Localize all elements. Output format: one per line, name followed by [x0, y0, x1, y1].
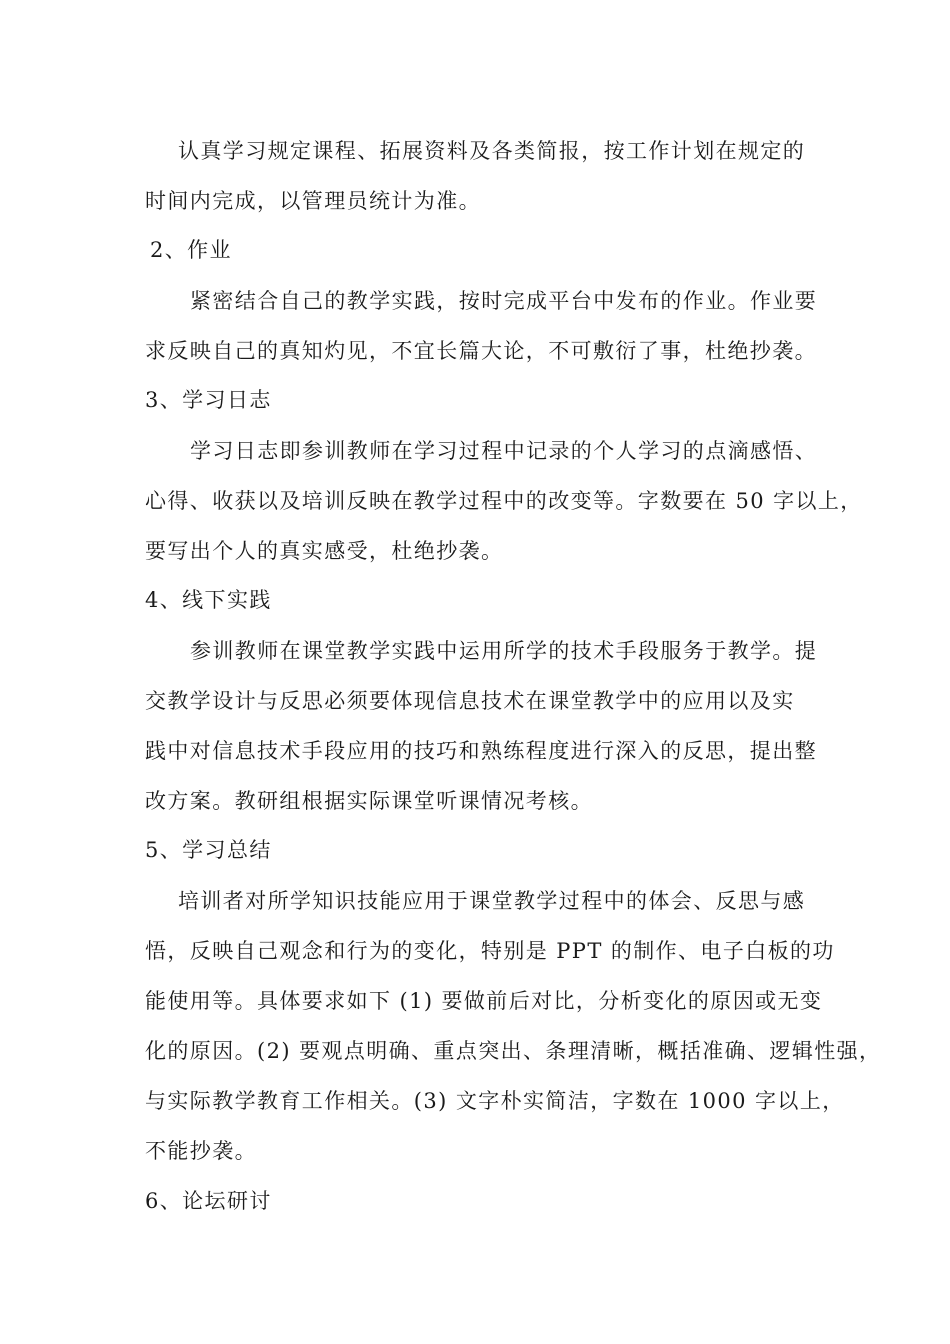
section-heading-homework: 2、作业	[150, 238, 232, 262]
paragraph-line: 培训者对所学知识技能应用于课堂教学过程中的体会、反思与感	[178, 889, 806, 913]
paragraph-line: 紧密结合自己的教学实践，按时完成平台中发布的作业。作业要	[190, 289, 818, 313]
paragraph-line: 能使用等。具体要求如下 (1) 要做前后对比，分析变化的原因或无变	[145, 989, 823, 1013]
paragraph-line: 时间内完成，以管理员统计为准。	[145, 189, 481, 213]
paragraph-line: 交教学设计与反思必须要体现信息技术在课堂教学中的应用以及实	[145, 689, 795, 713]
paragraph-line: 认真学习规定课程、拓展资料及各类简报，按工作计划在规定的	[178, 139, 806, 163]
section-heading-study-log: 3、学习日志	[145, 388, 272, 412]
section-heading-forum-discussion: 6、论坛研讨	[145, 1189, 272, 1213]
paragraph-line: 求反映自己的真知灼见，不宜长篇大论，不可敷衍了事，杜绝抄袭。	[145, 339, 817, 363]
section-heading-study-summary: 5、学习总结	[145, 838, 272, 862]
paragraph-line: 与实际教学教育工作相关。(3) 文字朴实简洁，字数在 1000 字以上，	[145, 1089, 845, 1113]
paragraph-line: 要写出个人的真实感受，杜绝抄袭。	[145, 539, 504, 563]
paragraph-line: 践中对信息技术手段应用的技巧和熟练程度进行深入的反思，提出整	[145, 739, 817, 763]
section-heading-offline-practice: 4、线下实践	[145, 588, 272, 612]
paragraph-line: 心得、收获以及培训反映在教学过程中的改变等。字数要在 50 字以上，	[145, 489, 863, 513]
paragraph-line: 不能抄袭。	[145, 1139, 257, 1163]
paragraph-line: 学习日志即参训教师在学习过程中记录的个人学习的点滴感悟、	[190, 439, 818, 463]
paragraph-line: 悟，反映自己观念和行为的变化，特别是 PPT 的制作、电子白板的功	[145, 939, 835, 963]
paragraph-line: 改方案。教研组根据实际课堂听课情况考核。	[145, 789, 593, 813]
paragraph-line: 参训教师在课堂教学实践中运用所学的技术手段服务于教学。提	[190, 639, 818, 663]
paragraph-line: 化的原因。(2) 要观点明确、重点突出、条理清晰，概括准确、逻辑性强，	[145, 1039, 882, 1063]
